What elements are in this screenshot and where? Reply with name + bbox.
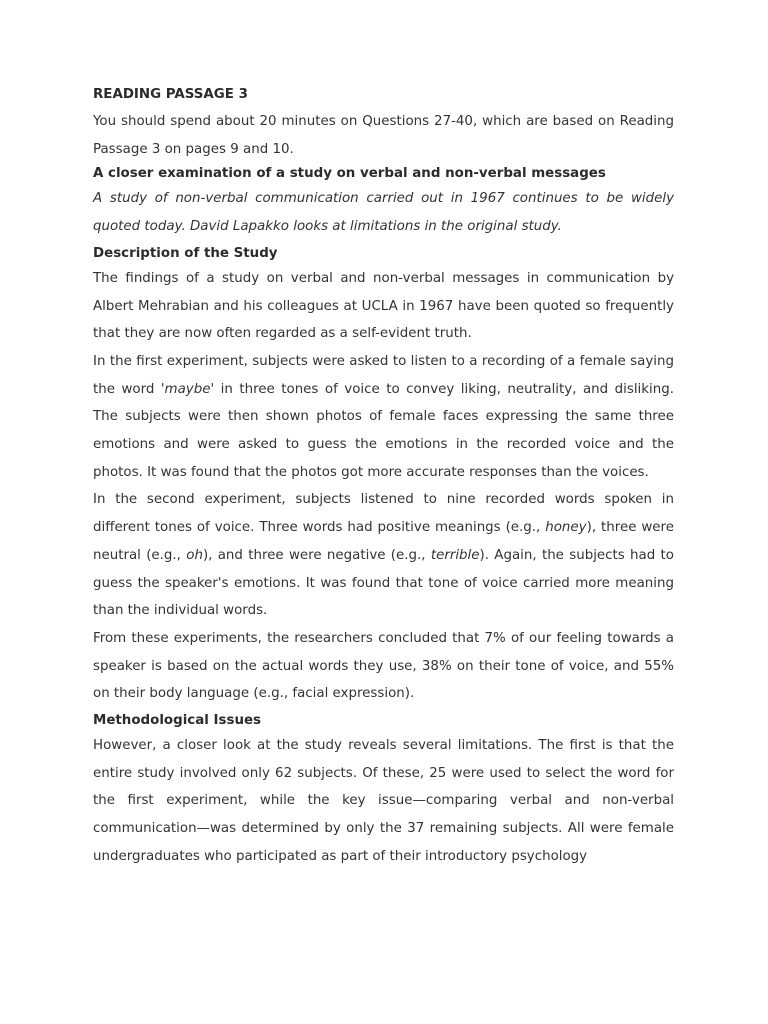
paragraph-limitations: However, a closer look at the study reveals several limitations. The first is that the entire study involved only 62 subjects. Of these, 25 were used to select the word for the first experiment, while the key issue—comparing verbal and non-verbal communication—was determined by only the 37 remaining subjects. All were female undergraduates who participated as part of their introductory psychology: [93, 738, 674, 864]
emphasis-word: terrible: [430, 547, 480, 563]
passage-title: READING PASSAGE 3: [93, 87, 248, 102]
emphasis-word: oh: [186, 547, 203, 563]
emphasis-word: honey: [545, 520, 587, 536]
intro-paragraph: You should spend about 20 minutes on Questions 27-40, which are based on Reading Passage 3 on pages 9 and 10.: [93, 114, 674, 157]
section-heading-methodological: Methodological Issues: [93, 713, 262, 729]
paragraph-findings: The findings of a study on verbal and non-verbal messages in communication by Albert Mehrabian and his colleagues at UCLA in 1967 have been quoted so frequently that they are now often regarded as a self-evident truth.: [93, 270, 674, 342]
text-run: ), three were neutral (e.g.,: [93, 520, 674, 563]
article-title: A closer examination of a study on verbal and non-verbal messages: [93, 166, 606, 182]
text-run: in three tones of voice to convey liking, neutrality, and disliking. The subjects were then shown photos of female faces expressing the same three emotions and were asked to guess the emotions in the recorded voice and the photos. It was found that the photos got more accurate responses than the voices.: [93, 381, 674, 480]
emphasis-word: 'maybe': [160, 381, 215, 397]
article-subtitle: A study of non-verbal communication carried out in 1967 continues to be widely quoted today. David Lapakko looks at limitations in the original study.: [93, 191, 674, 235]
section-heading-description: Description of the Study: [93, 245, 278, 261]
text-run: ). Again, the subjects had to guess the speaker's emotions. It was found that tone of voice carried more meaning than the individual words.: [93, 547, 674, 619]
text-run: In the second experiment, subjects listened to nine recorded words spoken in different tones of voice. Three words had positive meanings (e.g.,: [93, 492, 674, 536]
reading-passage: [93, 84, 674, 871]
paragraph-conclusion: From these experiments, the researchers concluded that 7% of our feeling towards a speaker is based on the actual words they use, 38% on their tone of voice, and 55% on their body language (e.g., facial expression).: [93, 630, 674, 702]
paragraph-second-experiment: [93, 486, 674, 625]
text-run: In the first experiment, subjects were asked to listen to a recording of a female saying the word: [93, 353, 674, 397]
text-run: ), and three were negative (e.g.,: [202, 547, 431, 563]
paragraph-first-experiment: [93, 348, 674, 487]
